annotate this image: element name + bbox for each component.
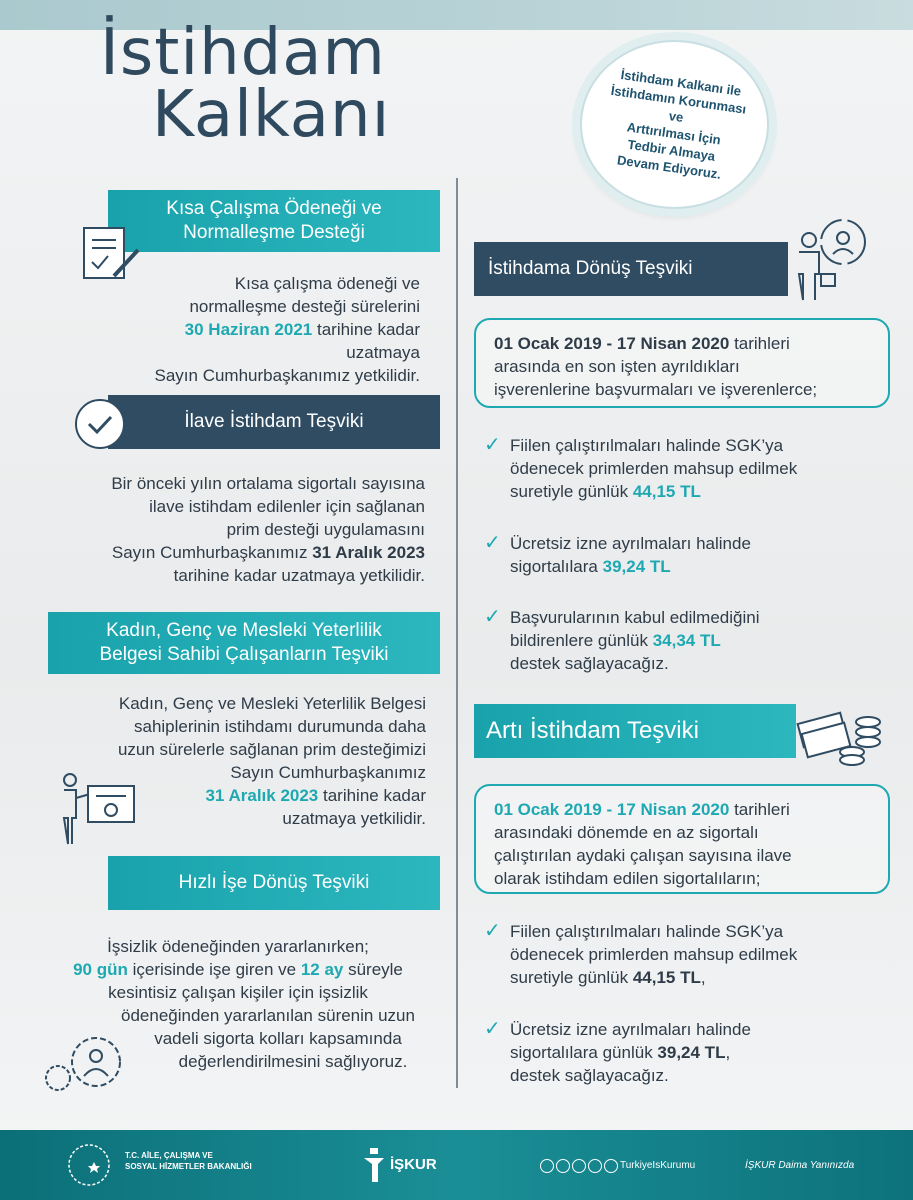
ilave-text: Bir önceki yılın ortalama sigortalı sayısına ilave istihdam edilenler için sağlanan prim desteği uygulamasını Sayın Cumhurbaşkanımız 31 Aralık 2023 tarihine kadar uzatmaya yetkilidir.: [111, 474, 425, 585]
document-sign-icon: [78, 222, 148, 292]
gear-person-icon: [42, 1032, 130, 1098]
youtube-icon[interactable]: [588, 1159, 602, 1173]
hizli-months: 12 ay: [300, 960, 344, 979]
kadin-date: 31 Aralık 2023: [205, 786, 319, 805]
donus-check-2: ✓ Ücretsiz izne ayrılmaları halinde sigortalılara 39,24 TL: [484, 532, 751, 576]
money-coins-icon: [796, 708, 886, 768]
twitter-icon[interactable]: [572, 1159, 586, 1173]
iskur-logo-icon: [362, 1148, 388, 1184]
facebook-icon[interactable]: [540, 1159, 554, 1173]
donus-check-1: ✓ Fiilen çalıştırılmaları halinde SGK’ya ödenecek primlerden mahsup edilmek suretiyle günlük 44,15 TL: [484, 434, 798, 501]
donus-info-box: 01 Ocak 2019 - 17 Nisan 2020 tarihleri arasında en son işten ayrıldıkları işverenlerine başvurmaları ve işverenlerce;: [474, 318, 890, 408]
page-title: [100, 16, 391, 152]
kadin-text: Kadın, Genç ve Mesleki Yeterlilik Belgesi sahiplerinin istihdamı durumunda daha uzun sürelerle sağlanan prim desteğimizi Sayın Cumhurbaşkanımız 31 Aralık 2023 tarihine kadar uzatmaya yetkilidir.: [117, 694, 426, 828]
ministry-logo-icon: [64, 1142, 114, 1188]
kisa-text: Kısa çalışma ödeneği ve normalleşme desteği sürelerini 30 Haziran 2021 tarihine kadar uzatmaya Sayın Cumhurbaşkanımız yetkilidir.: [154, 274, 420, 385]
check-icon: ✓: [484, 920, 501, 942]
instagram-icon[interactable]: [556, 1159, 570, 1173]
hizli-days: 90 gün: [73, 960, 128, 979]
title-line1: İstihdam: [100, 16, 386, 90]
person-cycle-icon: [785, 212, 875, 302]
footer: [0, 1130, 913, 1200]
arti-info-box: 01 Ocak 2019 - 17 Nisan 2020 tarihleri arasındaki dönemde en az sigortalı çalıştırılan aydaki çalışan sayısına ilave olarak istihdam edilen sigortalıların;: [474, 784, 890, 894]
check-icon: ✓: [484, 434, 501, 456]
linkedin-icon[interactable]: [604, 1159, 618, 1173]
social-handle[interactable]: TurkiyeIsKurumu: [620, 1160, 696, 1171]
header-arti-istihdam: Artı İstihdam Teşviki: [474, 704, 796, 758]
check-icon: ✓: [484, 606, 501, 628]
header-hizli-donus: Hızlı İşe Dönüş Teşviki: [108, 856, 440, 910]
ilave-date: 31 Aralık 2023: [312, 543, 425, 562]
arti-check-2: ✓ Ücretsiz izne ayrılmaları halinde sigortalılara günlük 39,24 TL, destek sağlayacağız.: [484, 1018, 751, 1085]
check-icon: ✓: [484, 1018, 501, 1040]
footer-slogan: İŞKUR Daima Yanınızda: [745, 1160, 855, 1171]
arti-check-1: ✓ Fiilen çalıştırılmaları halinde SGK’ya ödenecek primlerden mahsup edilmek suretiyle günlük 44,15 TL,: [484, 920, 798, 987]
header-ilave: İlave İstihdam Teşviki: [108, 395, 440, 449]
header-kisa-calisma: Kısa Çalışma Ödeneği ve Normalleşme Desteği: [108, 190, 440, 252]
donus-check-3: ✓ Başvurularının kabul edilmediğini bildirenlere günlük 34,34 TL destek sağlayacağız.: [484, 606, 760, 673]
kisa-date: 30 Haziran 2021: [184, 320, 313, 339]
arti-date: 01 Ocak 2019 - 17 Nisan 2020: [494, 800, 730, 819]
donus-date: 01 Ocak 2019 - 17 Nisan 2020: [494, 334, 730, 353]
badge-circle: [580, 40, 769, 209]
badge-text: İstihdam Kalkanı ile İstihdamın Korunması ve Arttırılması İçin Tedbir Almaya Devam Ediyoruz.: [609, 66, 747, 182]
title-line2: Kalkanı: [152, 78, 391, 152]
certificate-presenter-icon: [58, 768, 138, 848]
iskur-brand: İŞKUR: [390, 1156, 437, 1173]
hizli-text: İşsizlik ödeneğinden yararlanırken; 90 gün içerisinde işe giren ve 12 ay süreyle kesintisiz çalışan kişiler için işsizlik ödeneğinden yararlanılan sürenin uzun vadeli sigorta kolları kapsamında değerlendirilmesini sağlıyoruz.: [73, 937, 415, 1071]
header-kadin-genc: Kadın, Genç ve Mesleki Yeterlilik Belgesi Sahibi Çalışanların Teşviki: [48, 612, 440, 674]
check-circle-icon: [72, 396, 128, 452]
ministry-name: T.C. AİLE, ÇALIŞMA VE SOSYAL HİZMETLER BAKANLIĞI: [125, 1151, 252, 1171]
check-icon: ✓: [484, 532, 501, 554]
header-istihdama-donus: İstihdama Dönüş Teşviki: [474, 242, 788, 296]
